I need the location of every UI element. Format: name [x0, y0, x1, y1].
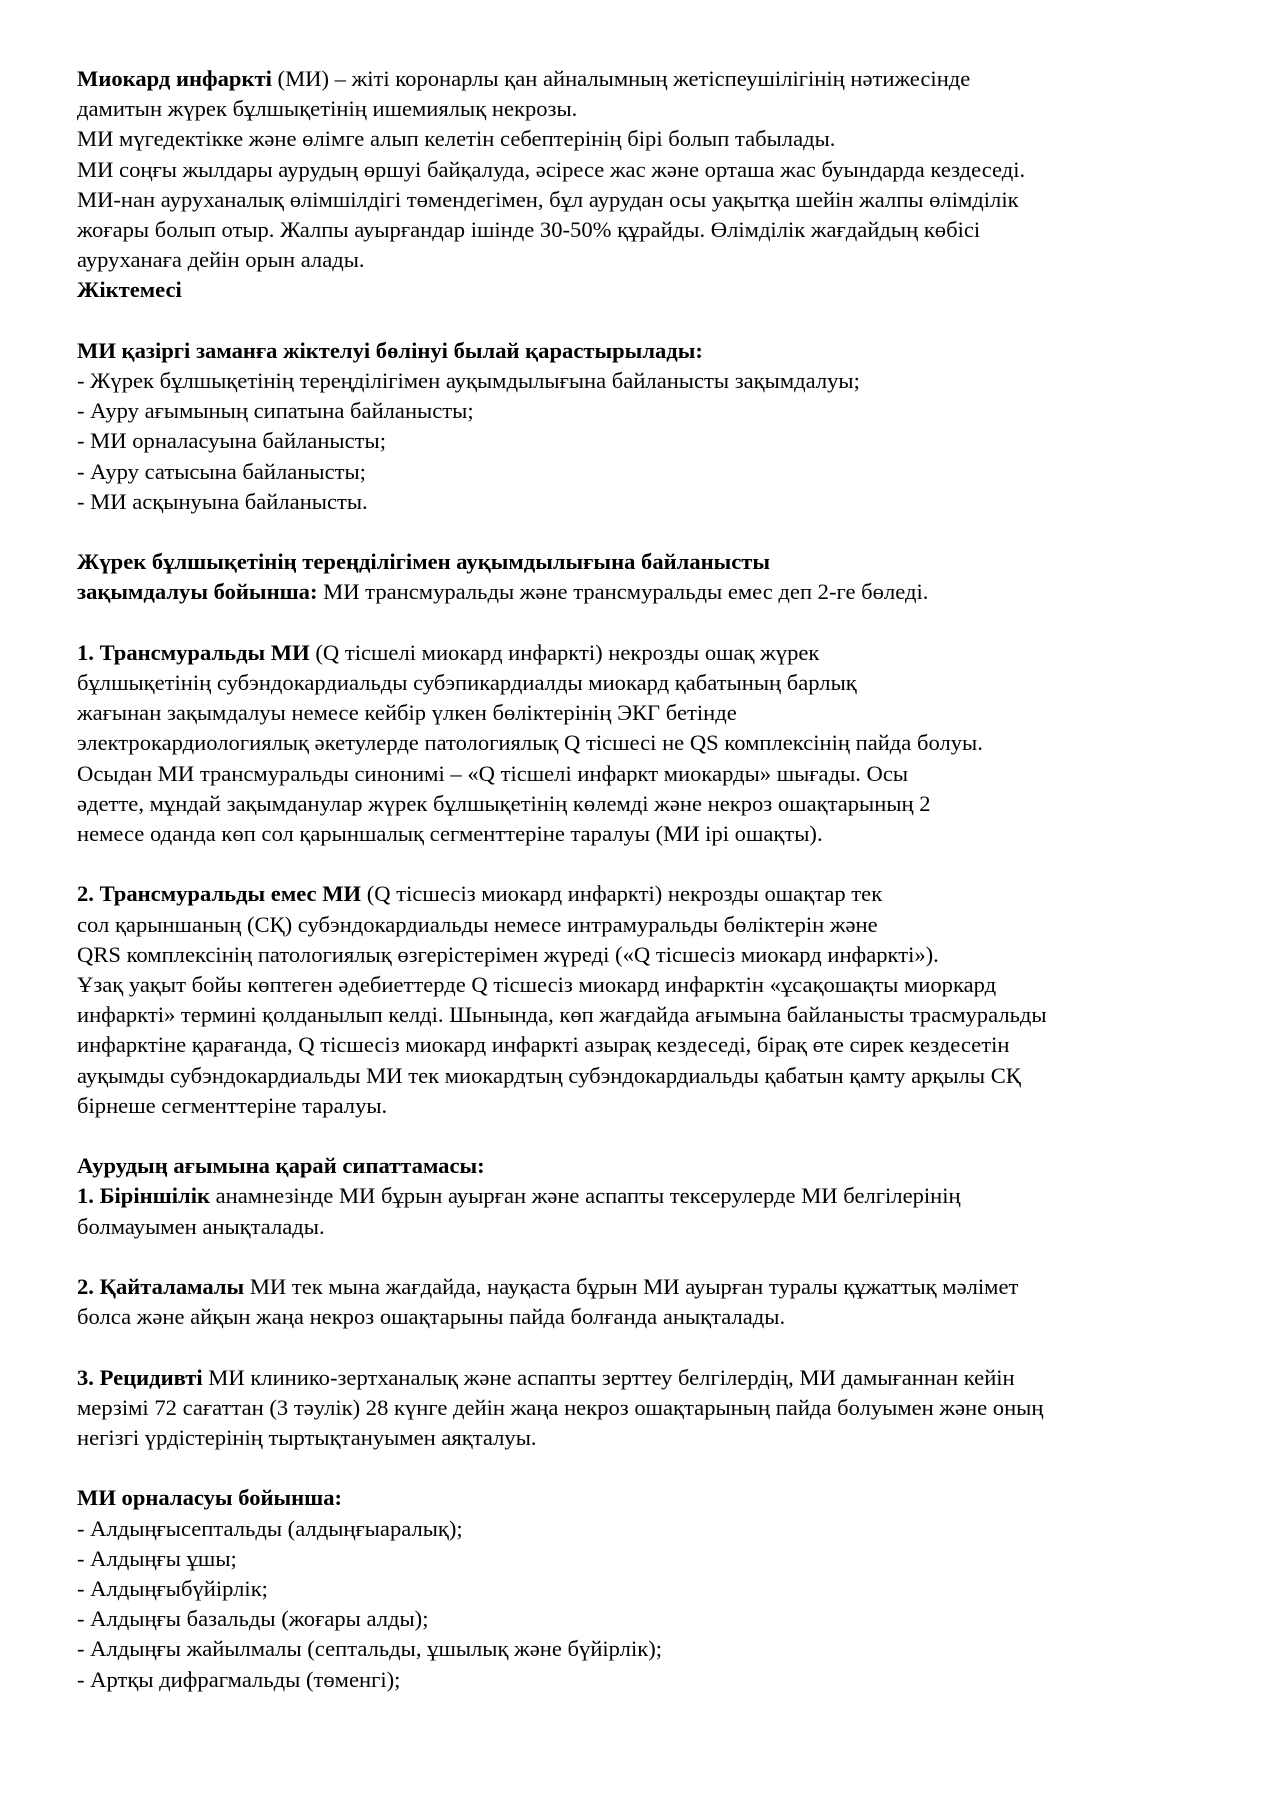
- transmural-line: бұлшықетінің субэндокардиальды субэпикардиалды миокард қабатының барлық: [77, 670, 857, 696]
- blank-line: [77, 608, 1207, 638]
- intro-line: МИ соңғы жылдары аурудың өршуі байқалуда, әсіресе жас және орташа жас буындарда кездеседі.: [77, 156, 1026, 182]
- term-recurrent: 3. Рецидивті: [77, 1364, 203, 1390]
- nontransmural-line: бірнеше сегменттеріне таралуы.: [77, 1092, 388, 1118]
- course-repeat-line: 2. Қайталамалы МИ тек мына жағдайда, науқаста бұрын МИ ауырған туралы құжаттық мәлімет: [77, 1274, 1019, 1300]
- transmural-line: электрокардиологиялық әкетулерде патологиялық Q тісшесі не QS комплексінің пайда болуы.: [77, 730, 983, 756]
- section-heading-classification: Жіктемесі: [77, 277, 182, 303]
- document-page: [77, 64, 1207, 1695]
- list-item: - Ауру ағымының сипатына байланысты;: [77, 398, 474, 424]
- list-item: - Артқы дифрагмальды (төменгі);: [77, 1666, 401, 1692]
- intro-line: дамитын жүрек бұлшықетінің ишемиялық некрозы.: [77, 96, 578, 122]
- blank-line: [77, 849, 1207, 879]
- intro-line: Миокард инфаркті (МИ) – жіті коронарлы қан айналымның жетіспеушілігінің нәтижесінде: [77, 66, 971, 91]
- list-item: - МИ орналасуына байланысты;: [77, 428, 386, 454]
- transmural-line: әдетте, мұндай зақымданулар жүрек бұлшықетінің көлемді және некроз ошақтарының 2: [77, 790, 931, 816]
- blank-line: [77, 1121, 1207, 1151]
- transmural-line: жағынан зақымдалуы немесе кейбір үлкен бөліктерінің ЭКГ бетінде: [77, 700, 737, 726]
- transmural-line: Осыдан МИ трансмуральды синонимі – «Q тісшелі инфаркт миокарды» шығады. Осы: [77, 760, 909, 786]
- intro-line: жоғары болып отыр. Жалпы ауырғандар ішінде 30-50% құрайды. Өлімділік жағдайдың көбісі: [77, 217, 981, 243]
- transmural-line: немесе оданда көп сол қарыншалық сегменттеріне таралуы (МИ ірі ошақты).: [77, 821, 823, 847]
- depth-line: зақымдалуы бойынша: МИ трансмуральды және трансмуральды емес деп 2-ге бөледі.: [77, 579, 929, 605]
- term-myocardial-infarction: Миокард инфаркті: [77, 66, 272, 91]
- classification-subheading: МИ қазіргі заманға жіктелуі бөлінуі былай қарастырылады:: [77, 337, 703, 363]
- term-primary: 1. Біріншілік: [77, 1183, 210, 1209]
- section-heading-course: Аурудың ағымына қарай сипаттамасы:: [77, 1153, 485, 1179]
- intro-line: МИ мүгедектікке және өлімге алып келетін себептерінің бірі болып табылады.: [77, 126, 836, 152]
- section-heading-location: МИ орналасуы бойынша:: [77, 1485, 343, 1511]
- nontransmural-line: Ұзақ уақыт бойы көптеген әдебиеттерде Q тісшесіз миокард инфарктін «ұсақошақты миоркард: [77, 972, 997, 998]
- intro-line: МИ-нан ауруханалық өлімшілдігі төмендегімен, бұл аурудан осы уақытқа шейін жалпы өлімділік: [77, 186, 1019, 212]
- nontransmural-line: сол қарыншаның (СҚ) субэндокардиальды немесе интрамуральды бөліктерін және: [77, 911, 878, 937]
- blank-line: [77, 306, 1207, 336]
- list-item: - Алдыңғы базальды (жоғары алды);: [77, 1606, 429, 1632]
- list-item: - Алдыңғысептальды (алдыңғыаралық);: [77, 1515, 463, 1541]
- intro-line: ауруханаға дейін орын алады.: [77, 247, 365, 273]
- list-item: - Алдыңғы жайылмалы (септальды, ұшылық және бүйірлік);: [77, 1636, 663, 1662]
- list-item: - Алдыңғыбүйірлік;: [77, 1576, 268, 1602]
- blank-line: [77, 1242, 1207, 1272]
- blank-line: [77, 517, 1207, 547]
- course-recurrent-line: мерзімі 72 сағаттан (3 тәулік) 28 күнге дейін жаңа некроз ошақтарының пайда болуымен және оның: [77, 1394, 1044, 1420]
- nontransmural-line: QRS комплексінің патологиялық өзгерістерімен жүреді («Q тісшесіз миокард инфаркті»).: [77, 941, 939, 967]
- list-item: - МИ асқынуына байланысты.: [77, 488, 368, 514]
- course-repeat-line: болса және айқын жаңа некроз ошақтарыны пайда болғанда анықталады.: [77, 1304, 786, 1330]
- course-primary-line: 1. Біріншілік анамнезінде МИ бұрын ауырған және аспапты тексерулерде МИ белгілерінің: [77, 1183, 961, 1209]
- list-item: - Ауру сатысына байланысты;: [77, 458, 366, 484]
- nontransmural-line: ауқымды субэндокардиальды МИ тек миокардтың субэндокардиальды қабатын қамту арқылы СҚ: [77, 1062, 1021, 1088]
- list-item: - Жүрек бұлшықетінің тереңділігімен ауқымдылығына байланысты зақымдалуы;: [77, 368, 860, 394]
- course-recurrent-line: негізгі үрдістерінің тыртықтануымен аяқталуы.: [77, 1425, 537, 1451]
- nontransmural-line: инфаркті» термині қолданылып келді. Шынында, көп жағдайда ағымына байланысты трасмуральды: [77, 1002, 1047, 1028]
- transmural-line: 1. Трансмуральды МИ (Q тісшелі миокард инфаркті) некрозды ошақ жүрек: [77, 639, 820, 665]
- depth-heading: Жүрек бұлшықетінің тереңділігімен ауқымдылығына байланысты: [77, 549, 771, 575]
- nontransmural-line: инфарктіне қарағанда, Q тісшесіз миокард инфаркті азырақ кездеседі, бірақ өте сирек кездесетін: [77, 1032, 1010, 1058]
- term-repeat: 2. Қайталамалы: [77, 1274, 245, 1300]
- nontransmural-line: 2. Трансмуральды емес МИ (Q тісшесіз миокард инфаркті) некрозды ошақтар тек: [77, 881, 883, 907]
- list-item: - Алдыңғы ұшы;: [77, 1545, 237, 1571]
- course-recurrent-line: 3. Рецидивті МИ клинико-зертханалық және аспапты зерттеу белгілердің, МИ дамығаннан кейін: [77, 1364, 1015, 1390]
- blank-line: [77, 1453, 1207, 1483]
- term-nontransmural: 2. Трансмуральды емес МИ: [77, 881, 362, 907]
- blank-line: [77, 1332, 1207, 1362]
- term-transmural: 1. Трансмуральды МИ: [77, 639, 310, 665]
- course-primary-line: болмауымен анықталады.: [77, 1213, 325, 1239]
